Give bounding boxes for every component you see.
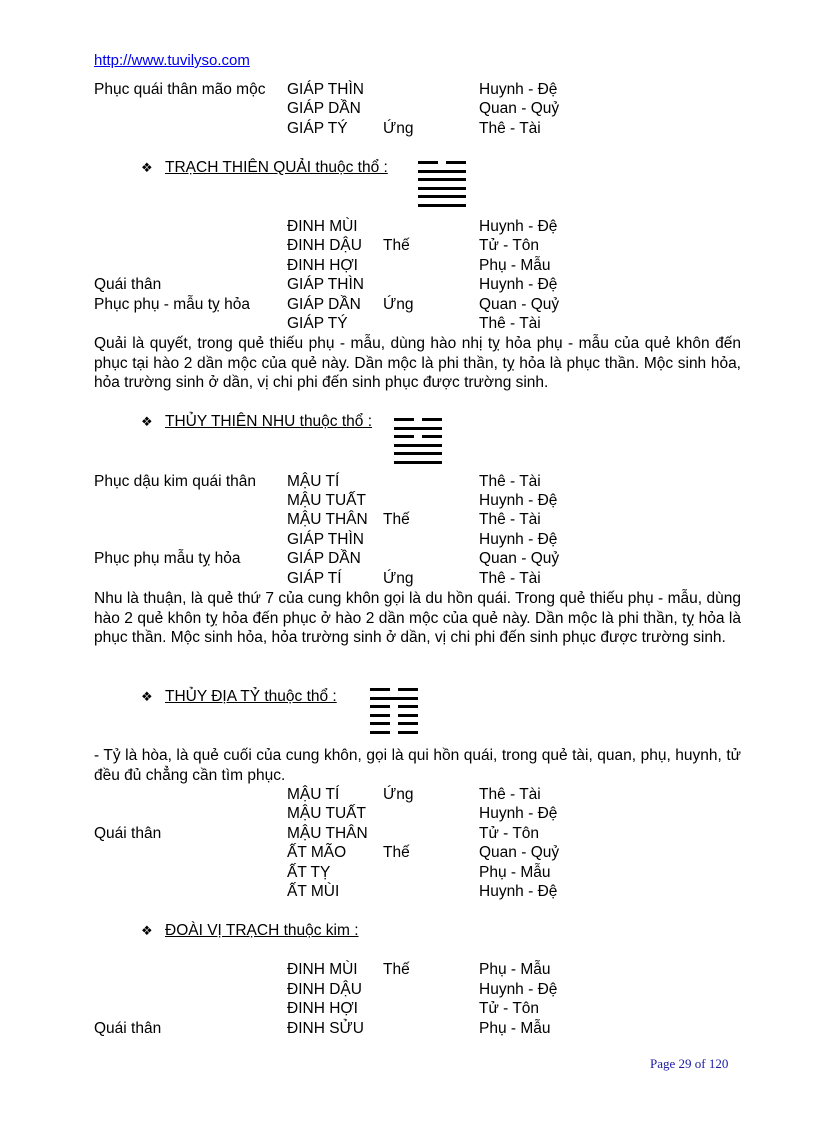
hexagram-solid-line	[418, 195, 466, 198]
hexagram-broken-line-segment	[394, 418, 414, 421]
hexagram-broken-line-segment	[422, 435, 442, 438]
hexagram-solid-line	[394, 427, 442, 430]
table-row: MẬU TUẤT Huynh - Đệ	[287, 805, 558, 822]
table-row: Phục dậu kim quái thân MẬU TÍ Thê - Tài	[94, 473, 541, 490]
hexagram-broken-line-segment	[398, 714, 418, 717]
table-row: ĐINH HỢI Phụ - Mẫu	[287, 257, 551, 274]
table-row: GIÁP DẦN Quan - Quỷ	[287, 100, 560, 117]
section3-paragraph: - Tỷ là hòa, là quẻ cuối của cung khôn, gọi là qui hồn quái, trong quẻ tài, quan, phụ, huynh, tử đều đủ chẳng cần tìm phục.	[94, 747, 741, 784]
hexagram-broken-line-segment	[370, 731, 390, 734]
table-row: GIÁP TÍ Ứng Thê - Tài	[287, 570, 541, 587]
section1-paragraph: Quải là quyết, trong quẻ thiếu phụ - mẫu, dùng hào nhị tỵ hỏa phụ - mẫu của quẻ khôn đến phục tại hào 2 dần mộc của quẻ này. Dần mộc là phi thần, tỵ hỏa là phục thần. Mộc sinh hỏa, hỏa trường sinh ở dần, vị chi phi đến sinh phục được trường sinh.	[94, 335, 741, 392]
table-row: MẬU TÍ Ứng Thê - Tài	[287, 786, 541, 803]
table-row: Phục phụ - mẫu tỵ hỏa GIÁP DẦN Ứng Quan - Quỷ	[94, 296, 560, 313]
diamond-bullet-icon: ❖	[141, 924, 153, 939]
table-row: GIÁP TÝ Thê - Tài	[287, 315, 541, 332]
table-row: MẬU THÂN Thế Thê - Tài	[287, 511, 541, 528]
hexagram-broken-line-segment	[398, 731, 418, 734]
hexagram-broken-line-segment	[418, 161, 438, 164]
table-row: ẤT MÙI Huynh - Đệ	[287, 883, 558, 900]
table-row: Quái thân ĐINH SỬU Phụ - Mẫu	[94, 1020, 551, 1037]
hexagram-broken-line-segment	[446, 161, 466, 164]
hexagram-broken-line-segment	[394, 435, 414, 438]
table-row: MẬU TUẤT Huynh - Đệ	[287, 492, 558, 509]
hexagram-solid-line	[418, 204, 466, 207]
hexagram-broken-line-segment	[370, 714, 390, 717]
hexagram-solid-line	[394, 452, 442, 455]
table-row: Phục quái thân mão mộc GIÁP THÌN Huynh - Đệ	[94, 81, 558, 98]
page-number: Page 29 of 120	[650, 1056, 729, 1071]
table-row: GIÁP TÝ Ứng Thê - Tài	[287, 120, 541, 137]
table-row: ĐINH MÙI Huynh - Đệ	[287, 218, 558, 235]
section-heading-thuy-dia-ty: ❖ THỦY ĐỊA TỶ thuộc thổ :	[141, 686, 337, 708]
diamond-bullet-icon: ❖	[141, 415, 153, 430]
table-row: GIÁP THÌN Huynh - Đệ	[287, 531, 558, 548]
hexagram-solid-line	[394, 461, 442, 464]
diamond-bullet-icon: ❖	[141, 690, 153, 705]
table-row: Quái thân GIÁP THÌN Huynh - Đệ	[94, 276, 558, 293]
table-row: ĐINH MÙI Thế Phụ - Mẫu	[287, 961, 551, 978]
section-heading-doai-vi-trach: ❖ ĐOÀI VỊ TRẠCH thuộc kim :	[141, 920, 359, 942]
hexagram-broken-line-segment	[370, 705, 390, 708]
diamond-bullet-icon: ❖	[141, 161, 153, 176]
hexagram-broken-line-segment	[370, 688, 390, 691]
hexagram-solid-line	[418, 178, 466, 181]
section-heading-thuy-thien-nhu: ❖ THỦY THIÊN NHU thuộc thổ :	[141, 411, 372, 433]
hexagram-solid-line	[418, 187, 466, 190]
hexagram-broken-line-segment	[398, 688, 418, 691]
hexagram-broken-line-segment	[370, 722, 390, 725]
hexagram-broken-line-segment	[398, 722, 418, 725]
header-url-link[interactable]: http://www.tuvilyso.com	[94, 52, 250, 69]
table-row: Phục phụ mẫu tỵ hỏa GIÁP DẦN Quan - Quỷ	[94, 550, 560, 567]
hexagram-broken-line-segment	[422, 418, 442, 421]
hexagram-solid-line	[370, 697, 418, 700]
table-row: ĐINH HỢI Tử - Tôn	[287, 1000, 540, 1017]
section2-paragraph: Nhu là thuận, là quẻ thứ 7 của cung khôn gọi là du hồn quái. Trong quẻ thiếu phụ - mẫu, dùng hào 2 quẻ khôn tỵ hỏa đến phục ở hào 2 dần mộc của quẻ này. Dần mộc là phi thần, tỵ hỏa là phục thần. Mộc sinh hỏa, hỏa trường sinh ở dần, vị chi phi đến sinh phục được trường sinh.	[94, 590, 741, 647]
table-row: ĐINH DẬU Huynh - Đệ	[287, 981, 558, 998]
table-row: ĐINH DẬU Thế Tử - Tôn	[287, 237, 540, 254]
table-row: Quái thân MẬU THÂN Tử - Tôn	[94, 825, 540, 842]
section-heading-trach-thien-quai: ❖ TRẠCH THIÊN QUẢI thuộc thổ :	[141, 157, 388, 179]
table-row: ẤT MÃO Thế Quan - Quỷ	[287, 844, 560, 861]
hexagram-solid-line	[394, 444, 442, 447]
hexagram-broken-line-segment	[398, 705, 418, 708]
table-row: ẤT TỴ Phụ - Mẫu	[287, 864, 551, 881]
hexagram-solid-line	[418, 170, 466, 173]
